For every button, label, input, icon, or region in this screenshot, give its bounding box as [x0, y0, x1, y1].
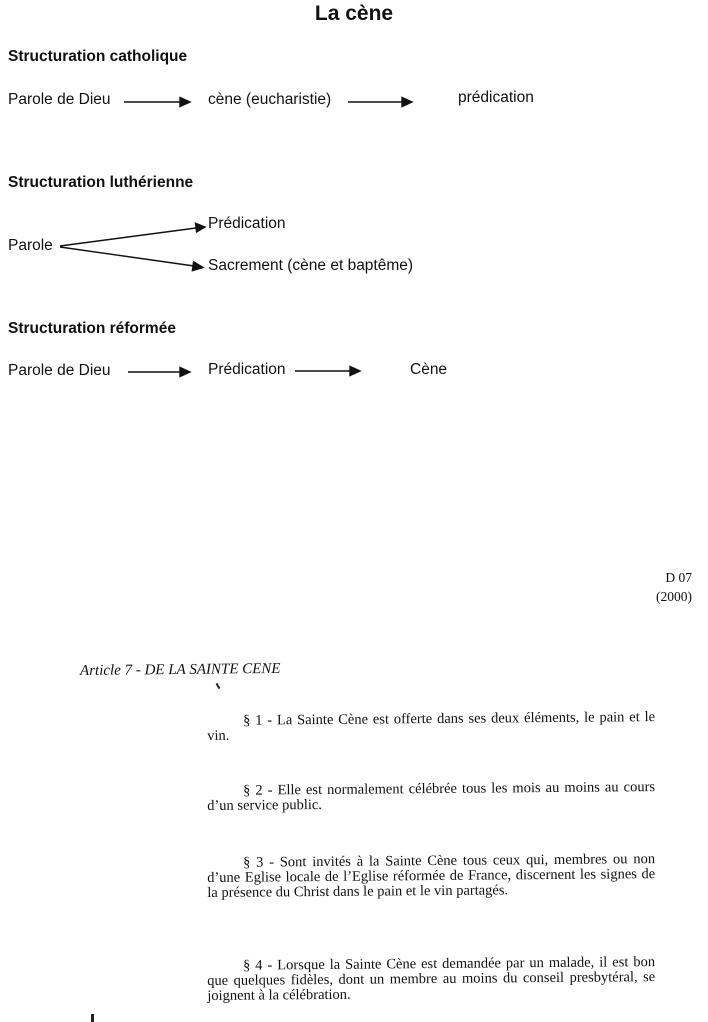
reference-code: D 07 — [665, 570, 692, 585]
reformee-step-1: Parole de Dieu — [8, 362, 111, 379]
reference-year: (2000) — [656, 589, 692, 604]
catholique-step-1: Parole de Dieu — [8, 91, 111, 108]
heading-reformee: Structuration réformée — [8, 320, 176, 337]
article-paragraph-3: § 3 - Sont invités à la Sainte Cène tous ceux qui, membres ou non d’une Eglise locale de l’Eglise réformée de France, discernent les signes de la présence du Christ dans le pain et le vin partagés. — [207, 851, 656, 901]
lutherienne-source: Parole — [8, 237, 53, 254]
heading-catholique: Structuration catholique — [8, 48, 188, 65]
catholique-step-2: cène (eucharistie) — [208, 91, 332, 108]
page-title: La cène — [314, 2, 394, 25]
lutherienne-branch-1: Prédication — [208, 215, 286, 232]
arrow-catholique-1 — [124, 98, 190, 107]
heading-lutherienne: Structuration luthérienne — [8, 174, 194, 191]
scan-mark — [216, 683, 221, 689]
reformee-step-2: Prédication — [208, 361, 286, 378]
flow-arrows — [0, 0, 708, 420]
catholique-step-3: prédication — [458, 89, 534, 106]
arrow-lutherienne-1 — [60, 223, 205, 246]
reformee-step-3: Cène — [410, 361, 448, 378]
article-title: Article 7 - DE LA SAINTE CENE — [79, 660, 281, 679]
arrow-lutherienne-2 — [60, 247, 203, 271]
article-paragraph-2: § 2 - Elle est normalement célébrée tous les mois au moins au cours d’un service public. — [207, 779, 656, 814]
article-paragraph-1: § 1 - La Sainte Cène est offerte dans ses deux éléments, le pain et le vin. — [207, 709, 656, 744]
arrow-reformee-2 — [295, 367, 360, 376]
scan-mark-bottom — [91, 1014, 94, 1022]
arrow-reformee-1 — [128, 368, 190, 377]
arrow-catholique-2 — [348, 98, 412, 107]
article-paragraph-4: § 4 - Lorsque la Sainte Cène est demandée par un malade, il est bon que quelques fidèles, dont un membre au moins du conseil presbytéral, se joignent à la célébration. — [207, 954, 656, 1004]
lutherienne-branch-2: Sacrement (cène et baptême) — [208, 257, 414, 274]
